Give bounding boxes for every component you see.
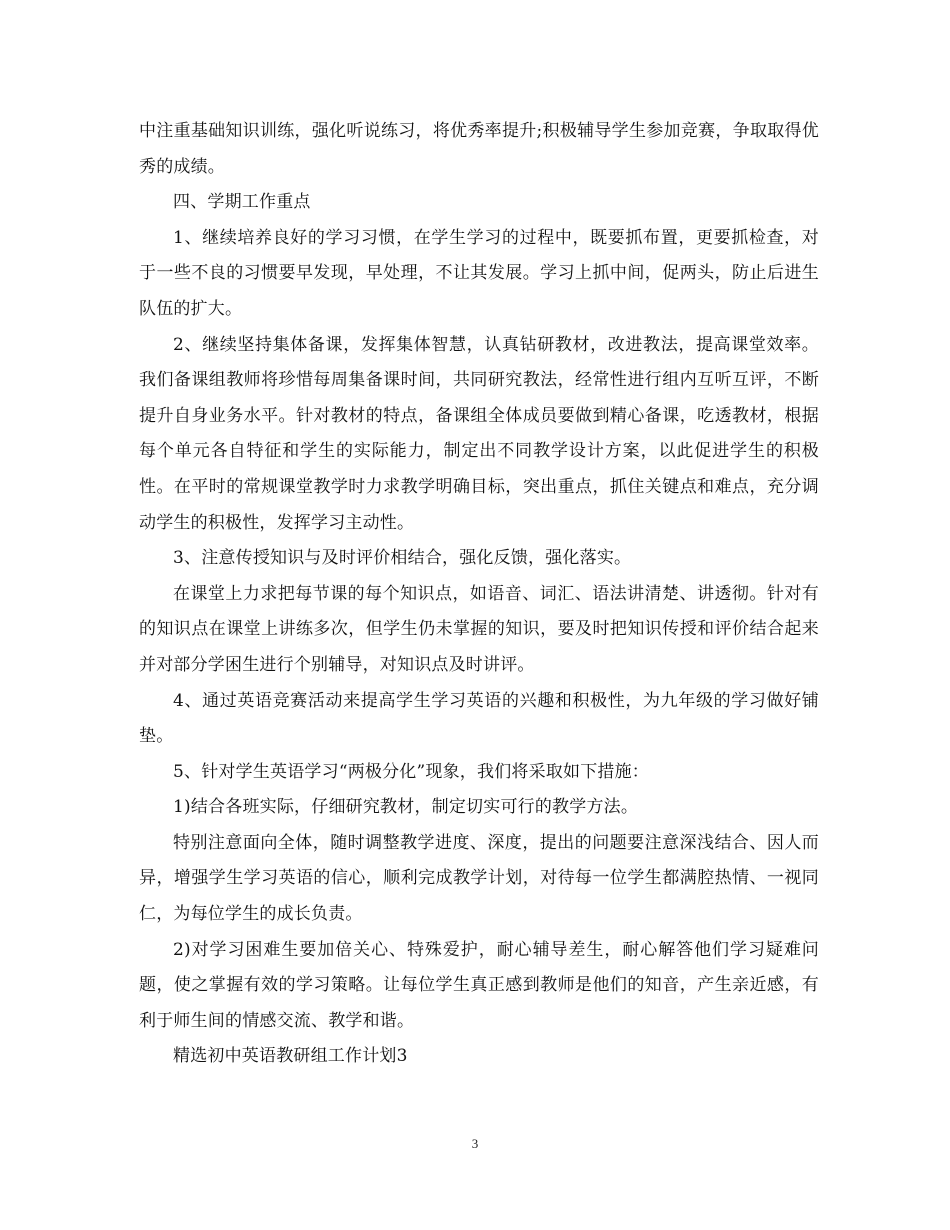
paragraph-item-5: 5、针对学生英语学习“两极分化”现象，我们将采取如下措施： bbox=[173, 761, 649, 782]
section-heading: 四、学期工作重点 bbox=[173, 192, 311, 213]
paragraph-item-3: 3、注意传授知识与及时评价相结合，强化反馈，强化落实。 bbox=[173, 548, 632, 569]
page-number: 3 bbox=[471, 1136, 479, 1151]
paragraph-measure-2: 2)对学习困难生要加倍关心、特殊爱护，耐心辅导差生，耐心解答他们学习疑难问题，使之掌握有效的学习策略。让每位学生真正感到教师是他们的知音，产生亲近感，有利于师生间的情感交流、教学和谐。 bbox=[139, 939, 819, 1031]
paragraph-item-1: 1、继续培养良好的学习习惯，在学生学习的过程中，既要抓布置，更要抓检查，对于一些不良的习惯要早发现，早处理，不让其发展。学习上抓中间，促两头，防止后进生队伍的扩大。 bbox=[139, 227, 819, 319]
document-body bbox=[139, 114, 819, 1075]
next-section-title: 精选初中英语教研组工作计划3 bbox=[173, 1046, 408, 1067]
paragraph-item-2: 2、继续坚持集体备课，发挥集体智慧，认真钻研教材，改进教法，提高课堂效率。我们备课组教师将珍惜每周集备课时间，共同研究教法，经常性进行组内互听互评，不断提升自身业务水平。针对教材的特点，备课组全体成员要做到精心备课，吃透教材，根据每个单元各自特征和学生的实际能力，制定出不同教学设计方案，以此促进学生的积极性。在平时的常规课堂教学时力求教学明确目标，突出重点，抓住关键点和难点，充分调动学生的积极性，发挥学习主动性。 bbox=[139, 334, 819, 533]
paragraph-item-3-detail: 在课堂上力求把每节课的每个知识点，如语音、词汇、语法讲清楚、讲透彻。针对有的知识点在课堂上讲练多次，但学生仍未掌握的知识，要及时把知识传授和评价结合起来并对部分学困生进行个别辅导，对知识点及时讲评。 bbox=[139, 583, 819, 675]
paragraph-measure-1: 1)结合各班实际，仔细研究教材，制定切实可行的教学方法。 bbox=[173, 797, 639, 818]
paragraph-item-4: 4、通过英语竞赛活动来提高学生学习英语的兴趣和积极性，为九年级的学习做好铺垫。 bbox=[139, 690, 819, 747]
paragraph-continued: 中注重基础知识训练，强化听说练习，将优秀率提升;积极辅导学生参加竞赛，争取取得优秀的成绩。 bbox=[139, 121, 819, 177]
paragraph-measure-1-detail: 特别注意面向全体，随时调整教学进度、深度，提出的问题要注意深浅结合、因人而异，增强学生学习英语的信心，顺利完成教学计划，对待每一位学生都满腔热情、一视同仁，为每位学生的成长负责。 bbox=[139, 832, 819, 925]
